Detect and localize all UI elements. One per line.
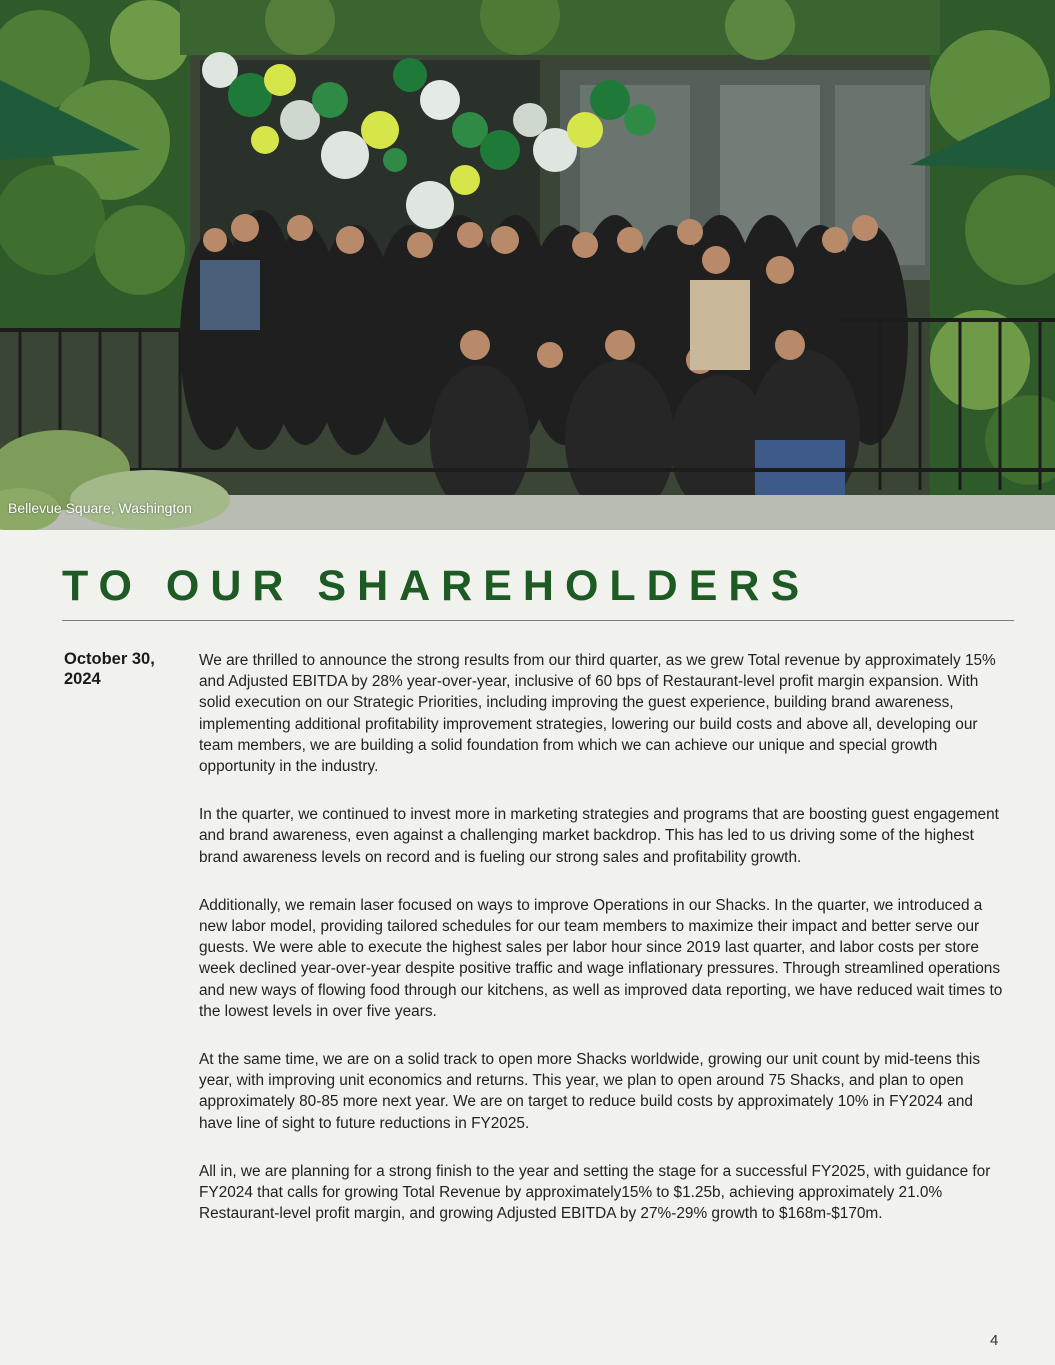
page-title: TO OUR SHAREHOLDERS	[62, 562, 811, 610]
page-number: 4	[990, 1332, 999, 1349]
letter-paragraph: All in, we are planning for a strong finish to the year and setting the stage for a successful FY2025, with guidance for FY2024 that calls for growing Total Revenue by approximately15% to $1.25b, achieving approximately 21.0% Restaurant-level profit margin, and growing Adjusted EBITDA by 27%-29% growth to $168m-$170m.	[199, 1162, 991, 1223]
letter-paragraph: Additionally, we remain laser focused on ways to improve Operations in our Shacks. In the quarter, we introduced a new labor model, providing tailored schedules for our team members to maximize their impact and better serve our guests. We were able to execute the highest sales per labor hour since 2019 last quarter, and labor costs per store week declined year-over-year despite positive traffic and wage inflationary pressures. Through streamlined operations and new ways of flowing food through our kitchens, as well as improved data reporting, we have reduced wait times to the lowest levels in over five years.	[199, 896, 1003, 1020]
letter-paragraph: At the same time, we are on a solid track to open more Shacks worldwide, growing our unit count by mid-teens this year, with improving unit economics and returns. This year, we plan to open around 75 Shacks, and plan to open approximately 80-85 more next year. We are on target to reduce build costs by approximately 10% in FY2024 and have line of sight to future reductions in FY2025.	[199, 1051, 981, 1132]
hero-photo	[0, 0, 1055, 530]
letter-body	[199, 650, 1009, 1251]
title-divider	[62, 620, 1014, 621]
letter-date: October 30, 2024	[64, 650, 155, 688]
team-photo-illustration	[0, 0, 1055, 530]
letter-paragraph: In the quarter, we continued to invest more in marketing strategies and programs that are boosting guest engagement and brand awareness, even against a challenging market backdrop. This has led to us driving some of the highest brand awareness levels on record and is fueling our strong sales and profitability growth.	[199, 806, 999, 866]
photo-caption: Bellevue Square, Washington	[8, 500, 192, 516]
letter-paragraph: We are thrilled to announce the strong results from our third quarter, as we grew Total revenue by approximately 15% and Adjusted EBITDA by 28% year-over-year, inclusive of 60 bps of Restaurant-level profit margin expansion. With solid execution on our Strategic Priorities, including improving the guest experience, building brand awareness, implementing additional profitability improvement strategies, lowering our build costs and above all, developing our team members, we are building a solid foundation from which we can achieve our unique and special growth opportunity in the industry.	[199, 652, 996, 776]
